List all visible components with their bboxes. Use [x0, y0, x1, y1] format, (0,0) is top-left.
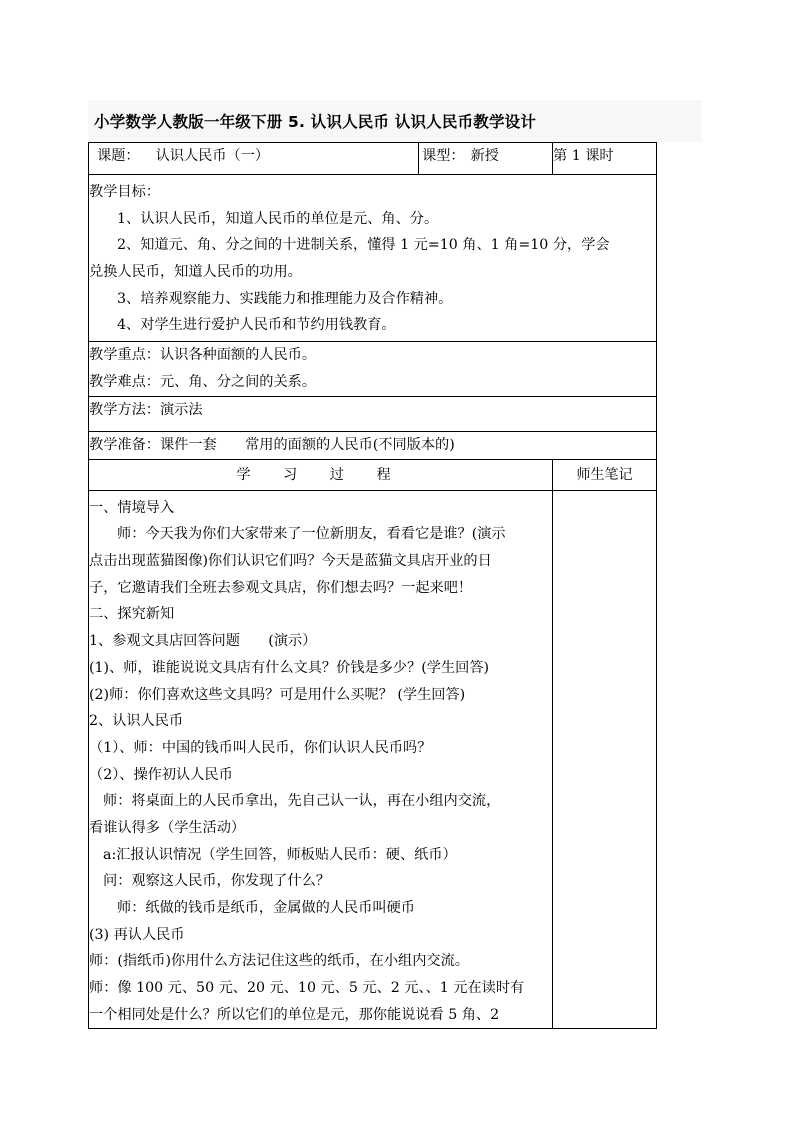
process-header-row	[89, 459, 657, 490]
teaching-focus: 教学重点：认识各种面额的人民币。	[89, 347, 317, 363]
type-value: 新授	[470, 148, 499, 164]
lesson-plan-table	[88, 142, 657, 1029]
process-line: 问：观察这人民币，你发现了什么？	[103, 873, 331, 890]
process-line: 一个相同处是什么？所以它们的单位是元，那你能说说看 5 角、2	[89, 1006, 500, 1023]
objective-item: 4、对学生进行爱护人民币和节约用钱教育。	[117, 317, 396, 334]
process-line: 师：将桌面上的人民币拿出，先自己认一认，再在小组内交流，	[103, 793, 501, 810]
process-line: 1、参观文具店回答问题 (演示）	[89, 633, 317, 650]
method-row	[89, 397, 657, 432]
notes-header-cell	[553, 459, 657, 490]
document-title: 小学数学人教版一年级下册 5. 认识人民币 认识人民币教学设计	[94, 113, 537, 131]
process-line: 点击出现蓝猫图像)你们认识它们吗？今天是蓝猫文具店开业的日	[89, 553, 492, 570]
preparation-row	[89, 432, 657, 460]
notes-body-cell	[553, 490, 657, 1029]
process-line: （1）、师：中国的钱币叫人民币，你们认识人民币吗？	[89, 739, 432, 756]
type-cell	[419, 143, 553, 175]
key-points-row	[89, 342, 657, 397]
process-line: 师：(指纸币)你用什么方法记住这些的纸币，在小组内交流。	[89, 953, 469, 970]
process-line: 一、情境导入	[89, 499, 175, 516]
preparation-cell	[89, 432, 657, 460]
notes-heading: 师生笔记	[576, 466, 633, 483]
header-row	[89, 143, 657, 175]
objective-item: 1、认识人民币，知道人民币的单位是元、角、分。	[117, 210, 439, 227]
process-line: 二、探究新知	[89, 606, 175, 623]
type-label: 课型：	[422, 148, 465, 164]
process-line: 2、认识人民币	[89, 713, 184, 730]
process-line: 师：纸做的钱币是纸币，金属做的人民币叫硬币	[117, 900, 415, 916]
teaching-preparation: 教学准备：课件一套 常用的面额的人民币(不同版本的)	[89, 437, 455, 453]
process-line: (2)师：你们喜欢这些文具吗？可是用什么买呢？ (学生回答)	[89, 686, 466, 703]
topic-label: 课题：	[97, 148, 140, 164]
objectives-cell	[89, 175, 657, 342]
teaching-difficulty: 教学难点：元、角、分之间的关系。	[89, 373, 317, 390]
session-cell	[553, 143, 657, 175]
process-line: 师：像 100 元、50 元、20 元、10 元、5 元、2 元、、1 元在读时有	[89, 980, 525, 997]
objective-item: 2、知道元、角、分之间的十进制关系，懂得 1 元=10 角、1 角=10 分，学会	[117, 237, 610, 254]
topic-value: 认识人民币（一）	[155, 148, 270, 164]
process-line: (3) 再认人民币	[89, 926, 185, 943]
process-body-row	[89, 490, 657, 1029]
process-header-cell	[89, 459, 553, 490]
process-line: 子，它邀请我们全班去参观文具店，你们想去吗？一起来吧！	[89, 579, 473, 596]
key-points-cell	[89, 342, 657, 397]
process-line: (1)、师，谁能说说文具店有什么文具？价钱是多少？(学生回答)	[89, 659, 490, 676]
process-line: 看谁认得多（学生活动）	[89, 819, 246, 836]
teaching-method: 教学方法：演示法	[89, 402, 203, 418]
session-label: 第 1 课时	[553, 148, 614, 164]
objective-item: 3、培养观察能力、实践能力和推理能力及合作精神。	[117, 290, 453, 307]
process-body-cell	[89, 490, 553, 1029]
process-line: 师：今天我为你们大家带来了一位新朋友，看看它是谁？(演示	[117, 526, 506, 543]
objectives-row	[89, 175, 657, 342]
process-heading: 学 习 过 程	[236, 466, 405, 483]
process-line: （2）、操作初认人民币	[89, 766, 233, 783]
topic-cell	[89, 143, 419, 175]
process-line: a:汇报认识情况（学生回答，师板贴人民币：硬、纸币）	[103, 846, 457, 863]
method-cell	[89, 397, 657, 432]
objectives-heading: 教学目标：	[89, 184, 160, 200]
objective-item: 兑换人民币，知道人民币的功用。	[89, 264, 302, 281]
